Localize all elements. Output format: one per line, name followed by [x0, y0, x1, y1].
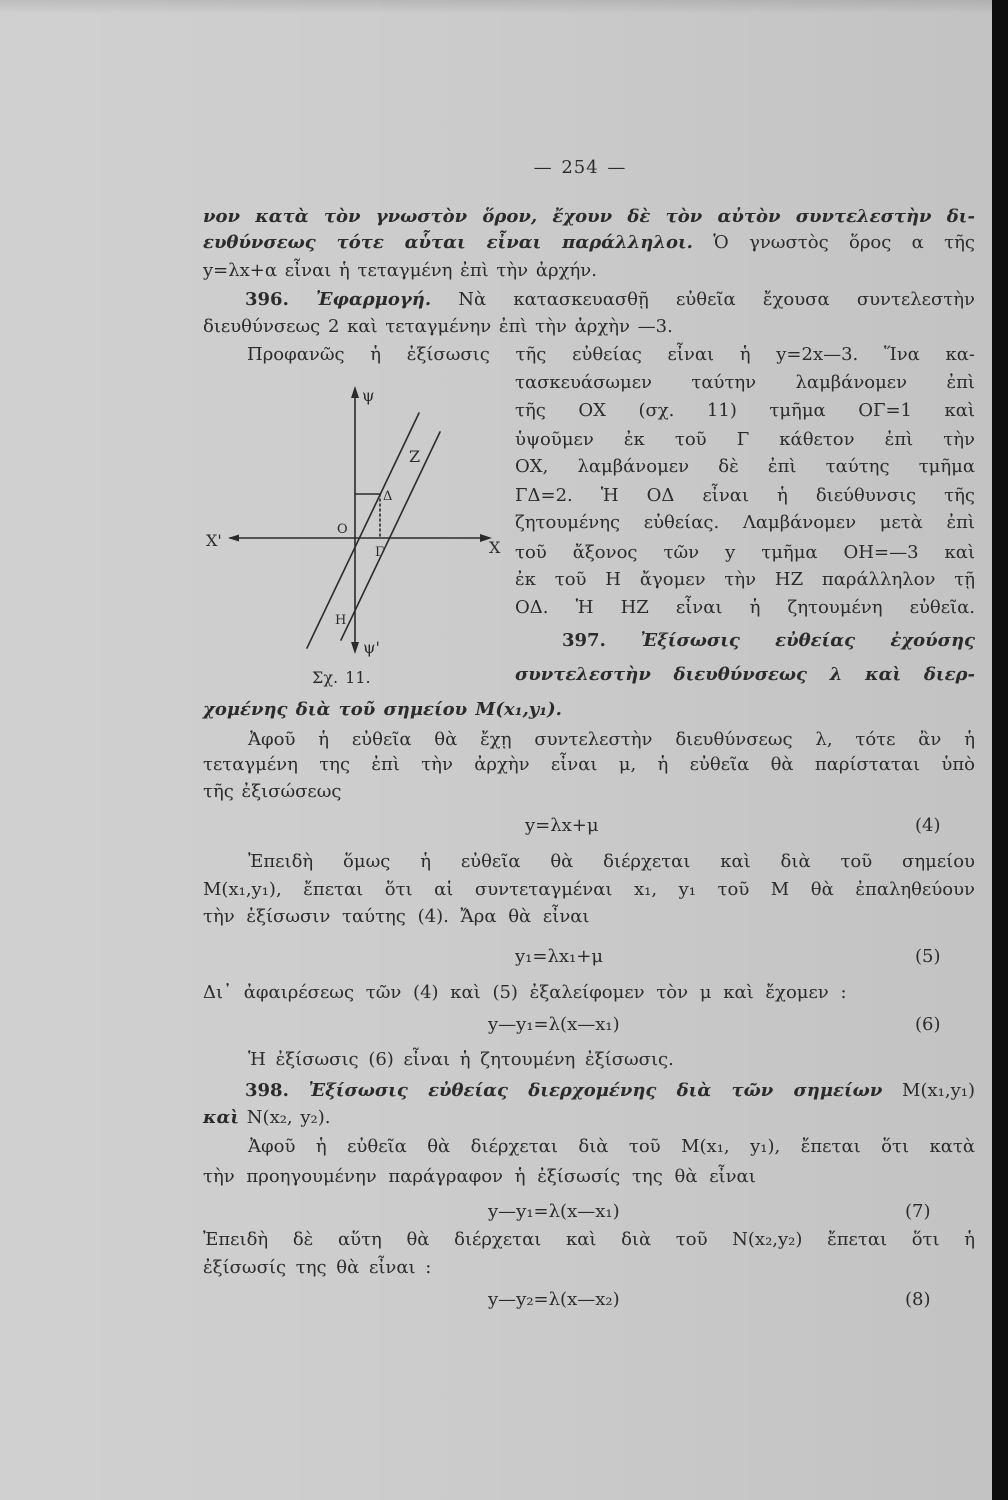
section-title: Ἐξίσωσις εὐθείας ἐχούσης	[640, 630, 975, 651]
section-title-line: χομένης διὰ τοῦ σημείου Μ(x₁,y₁).	[203, 699, 562, 720]
text-line: Ἀφοῦ ἡ εὐθεῖα θὰ διέρχεται διὰ τοῦ Μ(x₁, y₁), ἔπεται ὅτι κατὰ	[248, 1136, 975, 1157]
text-segment: Ὁ γνωστὸς ὅρος α τῆς	[713, 232, 975, 253]
text-line: Ἐπειδὴ ὅμως ἡ εὐθεῖα θὰ διέρχεται καὶ διὰ τοῦ σημείου	[248, 851, 975, 872]
text-line: Ἡ ἐξίσωσις (6) εἶναι ἡ ζητουμένη ἐξίσωσις.	[248, 1049, 674, 1070]
figure-11	[205, 375, 505, 670]
label-eta: Η	[335, 613, 347, 628]
text-line: Ἀφοῦ ἡ εὐθεῖα θὰ ἔχῃ συντελεστὴν διευθύνσεως λ, τότε ἂν ἡ	[248, 729, 975, 750]
label-y-positive: ψ	[362, 386, 375, 405]
line-hz	[341, 432, 440, 640]
x-axis-arrow-left	[228, 535, 239, 542]
section-title-line: συντελεστὴν διευθύνσεως λ καὶ διερ-	[515, 664, 975, 685]
page-number: — 254 —	[533, 157, 627, 178]
label-x-negative: X'	[206, 531, 222, 550]
equation-4: y=λx+μ	[525, 815, 599, 836]
text-line: τασκευάσωμεν ταύτην λαμβάνομεν ἐπὶ	[515, 372, 975, 393]
equation-6: y—y₁=λ(x—x₁)	[488, 1014, 620, 1035]
equation-tag: (6)	[915, 1014, 941, 1035]
text-line: ΓΔ=2. Ἡ ΟΔ εἶναι ἡ διεύθυνσις τῆς	[515, 485, 975, 506]
text-line: Ἐπειδὴ δὲ αὕτη θὰ διέρχεται καὶ διὰ τοῦ Ν(x₂,y₂) ἔπεται ὅτι ἡ	[203, 1229, 975, 1250]
point-m: Μ(x₁,y₁)	[902, 1080, 975, 1101]
scanner-edge	[992, 0, 1008, 1500]
label-x-positive: X	[489, 538, 501, 557]
equation-tag: (7)	[905, 1201, 931, 1222]
section-396-heading-line	[245, 287, 975, 313]
text-line: Δι᾽ ἀφαιρέσεως τῶν (4) καὶ (5) ἐξαλείφομεν τὸν μ καὶ ἔχομεν :	[203, 982, 847, 1003]
text-line: ΟΔ. Ἡ ΗΖ εἶναι ἡ ζητουμένη εὐθεῖα.	[515, 597, 975, 618]
text-line	[203, 230, 975, 256]
text-line: τῆς ἐξισώσεως	[203, 781, 342, 802]
text-line: τὴν ἐξίσωσιν ταύτης (4). Ἄρα θὰ εἶναι	[203, 906, 590, 927]
text-line: ἐκ τοῦ Η ἄγομεν τὴν ΗΖ παράλληλον τῇ	[515, 569, 975, 590]
text-line: ζητουμένης εὐθείας. Λαμβάνομεν μετὰ ἐπὶ	[515, 512, 975, 533]
label-delta: Δ	[383, 489, 393, 504]
line-od	[307, 413, 419, 648]
text-line: ὑψοῦμεν ἐκ τοῦ Γ κάθετον ἐπὶ τὴν	[515, 429, 975, 450]
text-line: y=λx+α εἶναι ἡ τεταγμένη ἐπὶ τὴν ἀρχήν.	[203, 260, 597, 281]
text-line: ἐξίσωσίς της θὰ εἶναι :	[203, 1257, 432, 1278]
equation-5: y₁=λx₁+μ	[515, 946, 604, 967]
section-397-heading-line	[562, 628, 975, 654]
section-number: 396.	[245, 289, 289, 310]
label-origin: Ο	[337, 522, 348, 537]
text-line: ΟΧ, λαμβάνομεν δὲ ἐπὶ ταύτης τμῆμα	[515, 456, 975, 477]
label-gamma: Γ	[375, 545, 385, 560]
section-number: 397.	[562, 630, 606, 651]
text-line: τεταγμένη της ἐπὶ τὴν ἀρχὴν εἶναι μ, ἡ εὐθεῖα θὰ παρίσταται ὑπὸ	[203, 754, 975, 775]
text-line: τὴν προηγουμένην παράγραφον ἡ ἐξίσωσίς της θὰ εἶναι	[203, 1166, 756, 1187]
label-zeta: Ζ	[409, 447, 421, 466]
text-line: διευθύνσεως 2 καὶ τεταγμένην ἐπὶ τὴν ἀρχὴν —3.	[203, 316, 673, 337]
y-axis-arrow-down	[351, 642, 359, 654]
emphasis-text: ευθύνσεως τότε αὗται εἶναι παράλληλοι.	[203, 232, 693, 253]
point-n: Ν(x₂, y₂).	[246, 1107, 331, 1128]
text-line: τοῦ ἄξονος τῶν y τμῆμα ΟΗ=—3 καὶ	[515, 542, 975, 563]
section-title: Ἐφαρμογή.	[316, 289, 432, 310]
section-title-line	[203, 1105, 331, 1131]
text-line: τῆς ΟΧ (σχ. 11) τμῆμα ΟΓ=1 καὶ	[515, 400, 975, 421]
text-segment: Νὰ κατασκευασθῇ εὐθεῖα ἔχουσα συντελεστὴν	[458, 289, 975, 310]
text-line: Μ(x₁,y₁), ἔπεται ὅτι αἱ συντεταγμέναι x₁, y₁ τοῦ Μ θὰ ἐπαληθεύουν	[203, 879, 975, 900]
equation-tag: (4)	[915, 815, 941, 836]
y-axis-arrow-up	[351, 386, 359, 398]
equation-tag: (5)	[915, 946, 941, 967]
section-398-heading-line	[245, 1078, 975, 1104]
label-y-negative: ψ'	[363, 638, 380, 657]
text-line: Προφανῶς ἡ ἐξίσωσις τῆς εὐθείας εἶναι ἡ y=2x—3. Ἵνα κα-	[247, 344, 975, 365]
text-line: νον κατὰ τὸν γνωστὸν ὅρον, ἔχουν δὲ τὸν αὐτὸν συντελεστὴν δι-	[203, 206, 975, 227]
section-title: Ἐξίσωσις εὐθείας διερχομένης διὰ τῶν σημείων	[308, 1080, 883, 1101]
figure-caption: Σχ. 11.	[312, 668, 371, 687]
section-number: 398.	[245, 1080, 289, 1101]
equation-7: y—y₁=λ(x—x₁)	[488, 1201, 620, 1222]
title-conjunction: καὶ	[203, 1107, 240, 1128]
equation-8: y—y₂=λ(x—x₂)	[488, 1289, 620, 1310]
equation-tag: (8)	[905, 1289, 931, 1310]
